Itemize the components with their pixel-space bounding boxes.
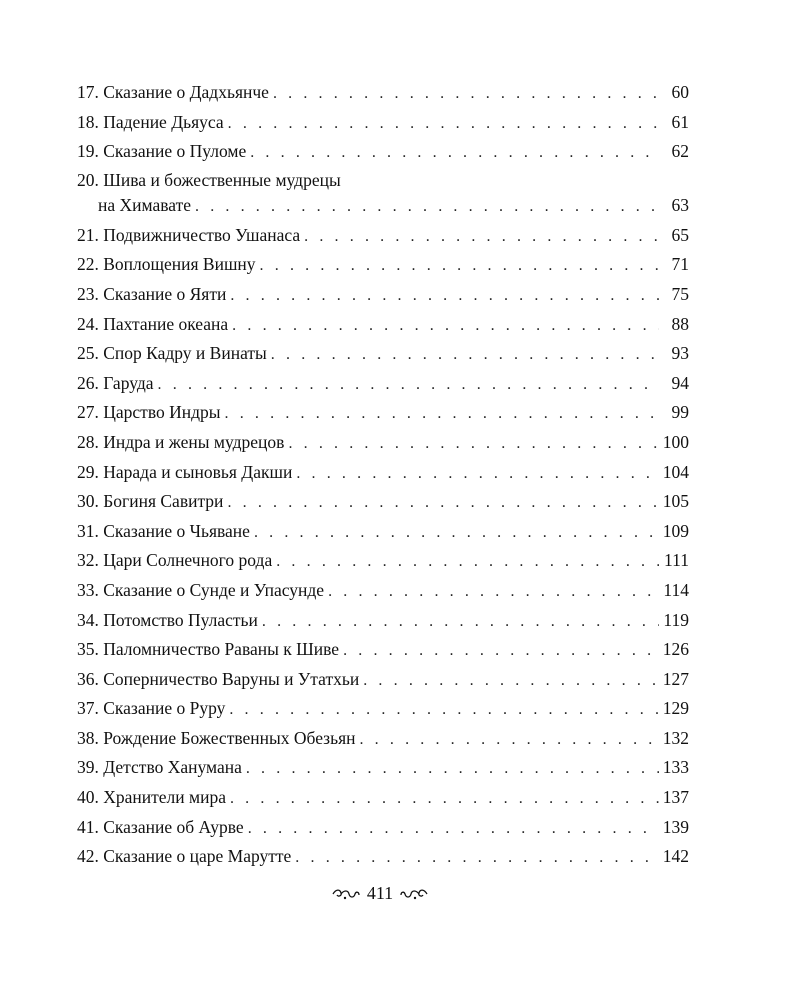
dot-leader — [359, 725, 658, 755]
toc-entry[interactable] — [77, 221, 689, 251]
toc-entry-title: 23. Сказание о Яяти — [77, 283, 227, 304]
dot-leader — [276, 547, 659, 577]
toc-entry[interactable] — [77, 724, 689, 754]
toc-entry-title: 39. Детство Ханумана — [77, 757, 242, 778]
dot-leader — [248, 814, 659, 844]
toc-entry-title: 30. Богиня Савитри — [77, 491, 224, 512]
toc-entry-page: 94 — [671, 372, 689, 393]
dot-leader — [260, 251, 659, 281]
toc-entry-page: 111 — [664, 550, 689, 571]
toc-entry[interactable] — [77, 842, 689, 872]
toc-entry[interactable] — [77, 606, 689, 636]
toc-entry[interactable] — [77, 250, 689, 280]
toc-entry-title: 34. Потомство Пуластьи — [77, 609, 258, 630]
toc-entry-title: 21. Подвижничество Ушанаса — [77, 224, 301, 245]
toc-entry-page: 114 — [663, 579, 689, 600]
toc-entry-page: 133 — [662, 757, 689, 778]
dot-leader — [273, 79, 659, 109]
toc-entry-title: 35. Паломничество Раваны к Шиве — [77, 639, 340, 660]
toc-entry-title: 19. Сказание о Пуломе — [77, 141, 247, 162]
toc-entry-title: 33. Сказание о Сунде и Упасунде — [77, 579, 325, 600]
dot-leader — [254, 518, 659, 548]
toc-entry-title: 27. Царство Индры — [77, 402, 221, 423]
toc-entry-page: 99 — [671, 402, 689, 423]
toc-entry-title: 29. Нарада и сыновья Дакши — [77, 461, 293, 482]
toc-entry[interactable] — [77, 339, 689, 369]
toc-entry-page: 132 — [662, 727, 689, 748]
toc-entry[interactable] — [77, 458, 689, 488]
dot-leader — [262, 607, 659, 637]
dot-leader — [158, 370, 659, 400]
toc-entry-title: 37. Сказание о Руру — [77, 698, 226, 719]
toc-entry-page: 126 — [662, 639, 689, 660]
dot-leader — [225, 399, 659, 429]
toc-entry-title: 18. Падение Дьяуса — [77, 111, 224, 132]
dot-leader — [195, 194, 659, 219]
toc-entry[interactable] — [77, 137, 689, 167]
toc-entry-page: 93 — [671, 343, 689, 364]
toc-entry-page: 127 — [662, 668, 689, 689]
dot-leader — [328, 577, 659, 607]
toc-entry-page: 105 — [662, 491, 689, 512]
toc-entry[interactable] — [77, 753, 689, 783]
toc-entry-title: 36. Соперничество Варуны и Утатхьи — [77, 668, 360, 689]
dot-leader — [343, 636, 659, 666]
toc-entry-title: 42. Сказание о царе Марутте — [77, 846, 292, 867]
toc-entry[interactable] — [77, 398, 689, 428]
toc-entry-title: 24. Пахтание океана — [77, 313, 229, 334]
toc-entry-title: 28. Индра и жены мудрецов — [77, 431, 285, 452]
toc-entry-page: 129 — [662, 698, 689, 719]
flourish-left-icon — [331, 887, 361, 901]
page-footer — [0, 883, 760, 904]
toc-entry-page: 109 — [662, 520, 689, 541]
dot-leader — [227, 488, 658, 518]
dot-leader — [304, 222, 659, 252]
toc-entry[interactable] — [77, 635, 689, 665]
toc-entry-title: 25. Спор Кадру и Винаты — [77, 343, 267, 364]
toc-entry[interactable] — [77, 546, 689, 576]
dot-leader — [250, 138, 659, 168]
dot-leader — [288, 429, 658, 459]
toc-entry-title-continued: на Химавате — [98, 194, 191, 215]
toc-entry[interactable] — [77, 108, 689, 138]
toc-entry-title: 20. Шива и божественные мудрецы — [77, 169, 341, 190]
toc-entry-title: 32. Цари Солнечного рода — [77, 550, 273, 571]
toc-entry-title: 26. Гаруда — [77, 372, 154, 393]
toc-entry-title: 17. Сказание о Дадхьянче — [77, 82, 269, 102]
toc-entry-page: 137 — [662, 787, 689, 808]
toc-entry[interactable] — [77, 167, 689, 218]
toc-entry-page: 88 — [671, 313, 689, 334]
dot-leader — [246, 754, 659, 784]
toc-entry[interactable] — [77, 369, 689, 399]
toc-entry[interactable] — [77, 428, 689, 458]
toc-entry[interactable] — [77, 665, 689, 695]
toc-entry-page: 62 — [671, 141, 689, 162]
flourish-right-icon — [399, 887, 429, 901]
dot-leader — [363, 666, 659, 696]
toc-entry-title: 22. Воплощения Вишну — [77, 254, 256, 275]
toc-entry[interactable] — [77, 783, 689, 813]
dot-leader — [271, 340, 659, 370]
toc-entry-page: 139 — [662, 816, 689, 837]
toc-entry[interactable] — [77, 576, 689, 606]
toc-entry-page: 65 — [671, 224, 689, 245]
toc-entry-page: 104 — [662, 461, 689, 482]
dot-leader — [295, 843, 658, 873]
dot-leader — [229, 695, 658, 725]
toc-entry-title: 40. Хранители мира — [77, 787, 226, 808]
table-of-contents — [77, 78, 689, 872]
toc-entry-page: 60 — [671, 82, 689, 102]
toc-entry[interactable] — [77, 280, 689, 310]
dot-leader — [230, 281, 659, 311]
dot-leader — [230, 784, 659, 814]
page-number: 411 — [366, 883, 394, 903]
toc-entry-page: 63 — [671, 194, 689, 215]
toc-entry-page: 142 — [662, 846, 689, 867]
toc-entry-page: 61 — [671, 111, 689, 132]
dot-leader — [296, 459, 658, 489]
dot-leader — [232, 311, 659, 341]
toc-entry-page: 119 — [663, 609, 689, 630]
toc-entry-title: 31. Сказание о Чьяване — [77, 520, 250, 541]
toc-entry[interactable] — [77, 813, 689, 843]
toc-entry-title: 38. Рождение Божественных Обезьян — [77, 727, 356, 748]
toc-entry-page: 100 — [662, 431, 689, 452]
toc-entry[interactable] — [77, 487, 689, 517]
toc-entry-page: 75 — [671, 283, 689, 304]
toc-entry-page: 71 — [671, 254, 689, 275]
toc-entry[interactable] — [77, 694, 689, 724]
toc-entry[interactable] — [77, 78, 689, 108]
toc-entry-title: 41. Сказание об Аурве — [77, 816, 244, 837]
toc-entry[interactable] — [77, 310, 689, 340]
dot-leader — [228, 109, 659, 139]
toc-entry[interactable] — [77, 517, 689, 547]
